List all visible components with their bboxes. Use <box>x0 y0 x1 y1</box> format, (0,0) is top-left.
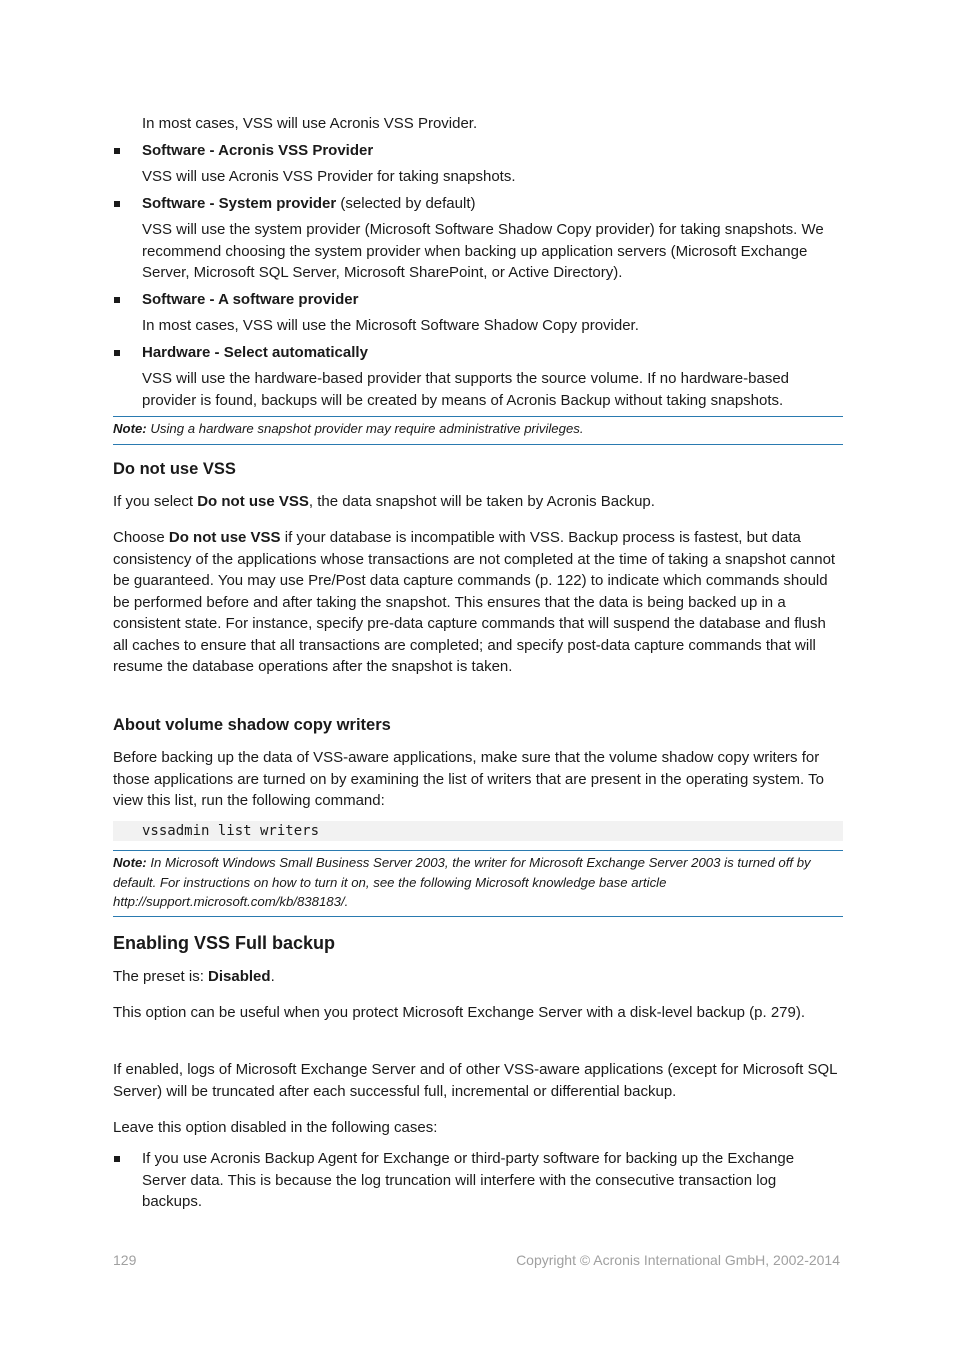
bullet-marker <box>113 345 123 357</box>
paragraph: Before backing up the data of VSS-aware applications, make sure that the volume shadow copy writers for those applications are turned on by examining the list of writers that are present in the operating system. To view this list, run the following command: <box>113 749 824 809</box>
section-heading: About volume shadow copy writers <box>113 716 391 734</box>
page-number: 129 <box>113 1252 137 1268</box>
note-label: Note: <box>113 421 147 436</box>
paragraph: If you select Do not use VSS, the data snapshot will be taken by Acronis Backup. <box>113 493 655 510</box>
option-label: Software - System provider (selected by default) <box>142 195 476 212</box>
section-heading: Enabling VSS Full backup <box>113 933 336 953</box>
paragraph: Choose Do not use VSS if your database is incompatible with VSS. Backup process is fastest, but data consistency of the applications whose transactions are not completed at the time of taking a snapshot cannot be guaranteed. You may use Pre/Post data capture commands (p. 122) to indicate which commands should be performed before and after taking the snapshot. This ensures that the data is being backed up in a consistent state. For instance, specify pre-data capture commands that will suspend the database and flush all caches to ensure that all transactions are completed; and specify post-data capture commands that will resume the database operations after the snapshot is taken. <box>113 529 836 675</box>
list-item: If you use Acronis Backup Agent for Exchange or third-party software for backing up the Exchange Server data. This is because the log truncation will interfere with the consecutive transaction log backups. <box>142 1150 795 1210</box>
option-label: Software - A software provider <box>142 291 359 308</box>
note-box <box>113 416 843 445</box>
intro-line: In most cases, VSS will use Acronis VSS Provider. <box>142 115 478 132</box>
option-label: Hardware - Select automatically <box>142 344 368 361</box>
note-text: Using a hardware snapshot provider may require administrative privileges. <box>146 421 584 436</box>
note-box <box>113 850 843 917</box>
bullet-marker <box>113 143 123 155</box>
paragraph: If enabled, logs of Microsoft Exchange Server and of other VSS-aware applications (except for Microsoft SQL Server) will be truncated after each successful full, incremental or differential backup. <box>113 1061 837 1100</box>
section-heading: Do not use VSS <box>113 460 236 478</box>
paragraph: Leave this option disabled in the following cases: <box>113 1119 438 1136</box>
copyright-text: Copyright © Acronis International GmbH, 2002-2014 <box>516 1252 840 1268</box>
option-description: VSS will use Acronis VSS Provider for taking snapshots. <box>142 168 516 185</box>
option-description: VSS will use the hardware-based provider that supports the source volume. If no hardware-based provider is found, backups will be created by means of Acronis Backup without taking snapshots. <box>142 370 790 409</box>
bullet-marker <box>113 292 123 304</box>
paragraph: The preset is: Disabled. <box>113 968 275 985</box>
paragraph: This option can be useful when you protect Microsoft Exchange Server with a disk-level backup (p. 279). <box>113 1004 806 1021</box>
bullet-marker <box>113 196 123 208</box>
option-label: Software - Acronis VSS Provider <box>142 142 374 159</box>
note-label: Note: <box>113 855 147 870</box>
option-description: In most cases, VSS will use the Microsoft Software Shadow Copy provider. <box>142 317 639 334</box>
code-block: vssadmin list writers <box>113 821 843 841</box>
bullet-marker <box>113 1151 123 1163</box>
note-text: In Microsoft Windows Small Business Server 2003, the writer for Microsoft Exchange Server 2003 is turned off by default. For instructions on how to turn it on, see the following Microsoft knowledge base article http://support.microsoft.com/kb/838183/. <box>113 855 811 909</box>
option-description: VSS will use the system provider (Microsoft Software Shadow Copy provider) for taking snapshots. We recommend choosing the system provider when backing up application servers (Microsoft Exchange Server, Microsoft SQL Server, Microsoft SharePoint, or Active Directory). <box>142 221 824 281</box>
